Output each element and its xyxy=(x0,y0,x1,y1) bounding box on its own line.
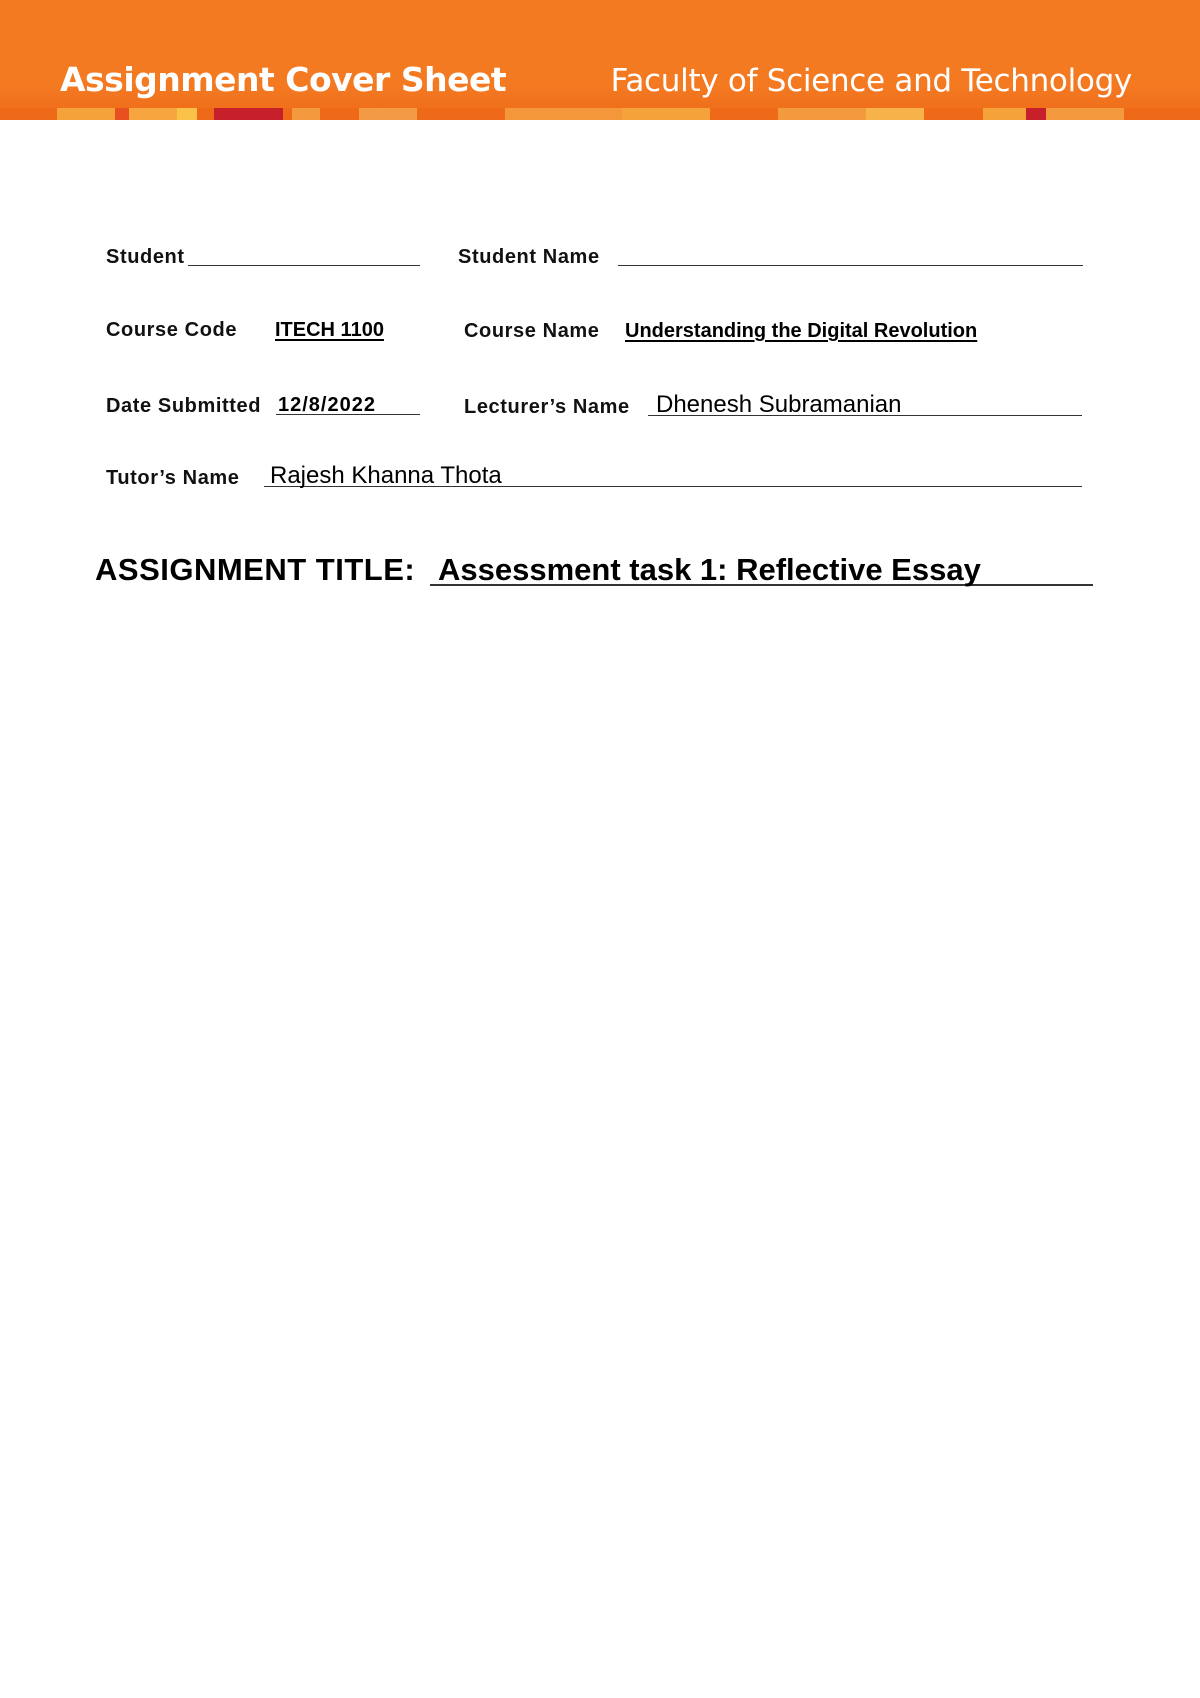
date-submitted-label: Date Submitted xyxy=(106,395,262,417)
tutor-name-label: Tutor’s Name xyxy=(106,467,240,489)
course-name-value[interactable]: Understanding the Digital Revolution xyxy=(625,320,978,342)
course-name-label: Course Name xyxy=(464,320,600,342)
student-name-field[interactable] xyxy=(618,265,1083,266)
student-field[interactable] xyxy=(188,265,420,266)
student-name-label: Student Name xyxy=(458,246,600,268)
course-code-value[interactable]: ITECH 1100 xyxy=(275,319,384,341)
assignment-title-label: ASSIGNMENT TITLE: xyxy=(95,552,416,587)
tutor-name-value: Rajesh Khanna Thota xyxy=(270,462,502,489)
student-label: Student xyxy=(106,246,185,268)
page-title: Assignment Cover Sheet xyxy=(60,60,507,99)
lecturer-name-label: Lecturer’s Name xyxy=(464,396,630,418)
decorative-stripe xyxy=(0,108,1200,120)
header-band xyxy=(0,0,1200,120)
assignment-title-value: Assessment task 1: Reflective Essay xyxy=(438,552,981,587)
faculty-name: Faculty of Science and Technology xyxy=(610,63,1132,99)
lecturer-name-value: Dhenesh Subramanian xyxy=(656,391,902,418)
date-submitted-value: 12/8/2022 xyxy=(278,394,376,416)
course-code-label: Course Code xyxy=(106,319,238,341)
